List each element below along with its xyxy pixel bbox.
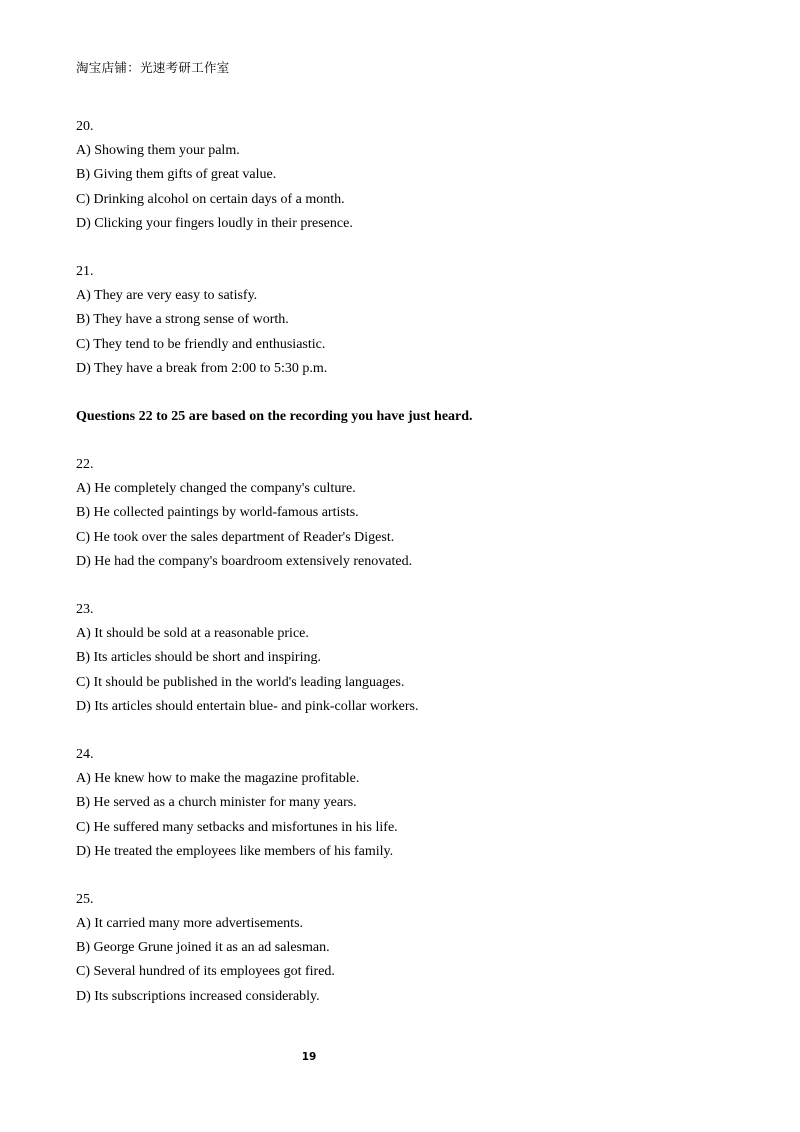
option-a: A) It carried many more advertisements. xyxy=(76,916,304,932)
option-c: C) Several hundred of its employees got fired. xyxy=(76,964,335,980)
option-c: C) He suffered many setbacks and misfortunes in his life. xyxy=(76,819,398,835)
question-number: 23. xyxy=(76,602,94,617)
option-b: B) He served as a church minister for many years. xyxy=(76,795,357,811)
option-d: D) Its articles should entertain blue- and pink-collar workers. xyxy=(76,698,419,714)
page-number: 19 xyxy=(301,1051,317,1063)
option-b: B) They have a strong sense of worth. xyxy=(76,312,289,328)
question-number: 24. xyxy=(76,746,94,762)
question-number: 25. xyxy=(76,891,94,907)
option-b: B) Its articles should be short and inspiring. xyxy=(76,650,321,666)
page-header-shop: 淘宝店铺：光速考研工作室 xyxy=(76,60,230,75)
option-a: A) He knew how to make the magazine profitable. xyxy=(76,771,360,787)
option-c: C) They tend to be friendly and enthusiastic. xyxy=(76,336,326,352)
option-d: D) Clicking your fingers loudly in their presence. xyxy=(76,215,353,231)
question-23 xyxy=(76,598,736,719)
option-a: A) They are very easy to satisfy. xyxy=(76,288,258,304)
question-number: 22. xyxy=(76,457,94,473)
question-22 xyxy=(76,453,736,574)
question-21 xyxy=(76,260,736,381)
question-24 xyxy=(76,743,736,864)
option-d: D) They have a break from 2:00 to 5:30 p.m. xyxy=(76,360,328,376)
option-c: C) It should be published in the world's leading languages. xyxy=(76,674,405,690)
question-20 xyxy=(76,115,736,236)
option-d: D) He treated the employees like members of his family. xyxy=(76,843,394,859)
option-d: D) Its subscriptions increased considerably. xyxy=(76,988,320,1004)
option-c: C) He took over the sales department of Reader's Digest. xyxy=(76,529,395,545)
section-heading: Questions 22 to 25 are based on the recording you have just heard. xyxy=(76,408,473,424)
option-b: B) Giving them gifts of great value. xyxy=(76,167,277,183)
option-b: B) George Grune joined it as an ad salesman. xyxy=(76,940,330,956)
page-content xyxy=(76,115,736,1033)
question-25 xyxy=(76,888,736,1009)
option-a: A) It should be sold at a reasonable price. xyxy=(76,626,309,642)
option-c: C) Drinking alcohol on certain days of a month. xyxy=(76,191,345,207)
question-number: 20. xyxy=(76,119,94,134)
option-b: B) He collected paintings by world-famous artists. xyxy=(76,505,359,521)
option-d: D) He had the company's boardroom extensively renovated. xyxy=(76,553,413,569)
question-number: 21. xyxy=(76,263,94,279)
option-a: A) He completely changed the company's culture. xyxy=(76,481,356,497)
option-a: A) Showing them your palm. xyxy=(76,143,240,159)
